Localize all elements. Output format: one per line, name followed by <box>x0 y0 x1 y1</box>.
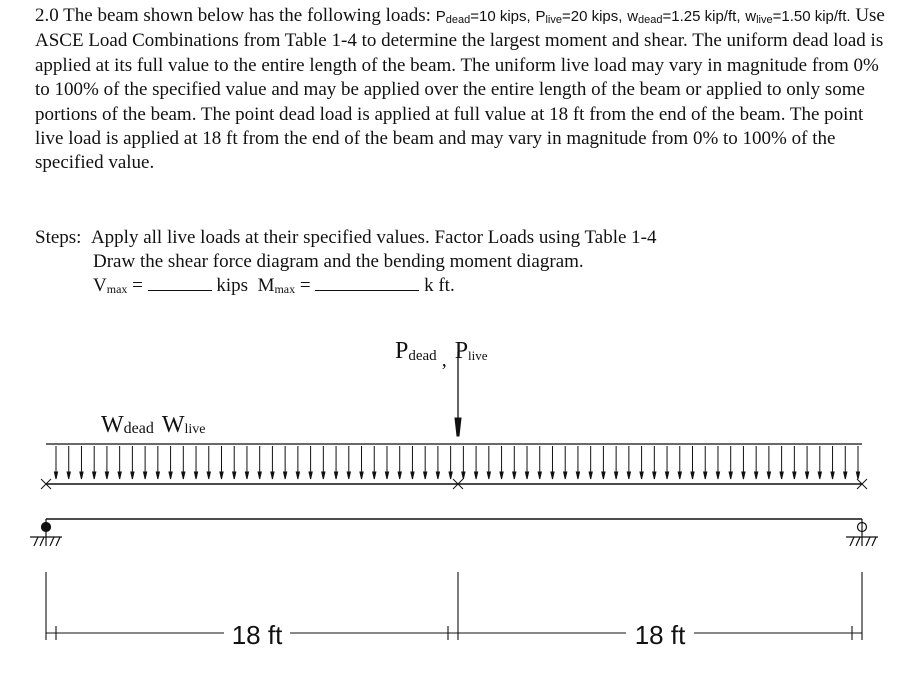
distributed-load-arrow-head <box>844 472 847 479</box>
vmax-unit: kips <box>216 275 249 296</box>
distributed-load-arrow-head <box>347 472 350 479</box>
distributed-load-arrow-head <box>653 472 656 479</box>
load-p-dead: $P_{dead}=10$ kips, <box>435 8 531 26</box>
distributed-load-label: Wdead Wlive <box>101 412 206 438</box>
distributed-load-arrow-head <box>449 472 452 479</box>
distributed-load-arrow-head <box>207 472 210 479</box>
distributed-load-arrow-head <box>169 472 172 479</box>
problem-statement <box>35 4 895 176</box>
problem-body: Use ASCE Load Combinations from Table 1-4 to determine the largest moment and shear. The uniform dead load is applied at its full value to the entire length of the beam. The uniform live load may vary in magnitude from 0% to 100% of the specified value and may be applied over the entire length of the beam or applied to only some portions of the beam. The point dead load is applied at full value at 18 ft from the end of the beam. The point live load is applied at 18 ft from the end of the beam and may vary in magnitude from 0% to 100% of the specified value. <box>35 5 885 174</box>
distributed-load-arrow-head <box>627 472 630 479</box>
problem-intro: The beam shown below has the following loads: <box>63 5 431 26</box>
distributed-load-arrow-head <box>93 472 96 479</box>
mmax-label: $M_{max}$ = <box>257 275 311 296</box>
distributed-load-arrow-head <box>322 472 325 479</box>
mmax-unit: k ft. <box>424 275 455 296</box>
distributed-load-arrow-head <box>602 472 605 479</box>
distributed-load-arrow-head <box>818 472 821 479</box>
load-w-dead: $w_{dead}=1.25$ kip/ft, <box>627 8 741 26</box>
distributed-load-arrow-head <box>564 472 567 479</box>
distributed-load-arrow-head <box>589 472 592 479</box>
distributed-load-arrow-head <box>118 472 121 479</box>
distributed-load-arrow-head <box>487 472 490 479</box>
load-p-live: $P_{live}=20$ kips, <box>535 8 623 26</box>
distributed-load-arrow-head <box>284 472 287 479</box>
distributed-load-arrow-head <box>615 472 618 479</box>
distributed-load-arrow-head <box>793 472 796 479</box>
distributed-load-arrow-head <box>576 472 579 479</box>
steps-label: Steps: <box>35 227 82 248</box>
distributed-load-arrow-head <box>360 472 363 479</box>
distributed-load-arrow-head <box>80 472 83 479</box>
distributed-load-arrow-head <box>665 472 668 479</box>
vmax-answer-blank[interactable] <box>148 276 212 291</box>
steps-section <box>35 226 657 298</box>
distributed-load-arrow-head <box>856 472 859 479</box>
problem-number: 2.0 <box>35 5 59 26</box>
distributed-load-arrow-head <box>678 472 681 479</box>
dimension-right-label: 18 ft <box>634 620 686 650</box>
answer-line <box>35 274 657 298</box>
distributed-load-arrow-head <box>373 472 376 479</box>
mmax-answer-blank[interactable] <box>315 276 419 291</box>
vmax-label: $V_{max}$ = <box>93 275 143 296</box>
dimension-lines <box>46 572 862 640</box>
distributed-load-arrow-head <box>411 472 414 479</box>
distributed-load-arrow-head <box>156 472 159 479</box>
distributed-load-arrow-head <box>54 472 57 479</box>
distributed-load-arrow-head <box>780 472 783 479</box>
distributed-load-arrows <box>54 446 859 479</box>
point-load-arrow-head <box>455 418 461 436</box>
distributed-load-arrow-head <box>398 472 401 479</box>
distributed-load-arrow-head <box>525 472 528 479</box>
distributed-load-arrow-head <box>233 472 236 479</box>
left-pin-support <box>30 519 62 546</box>
beam-diagram <box>0 330 902 684</box>
distributed-load-arrow-head <box>309 472 312 479</box>
step-1: Apply all live loads at their specified values. Factor Loads using Table 1-4 <box>90 227 657 248</box>
distributed-load-arrow-head <box>424 472 427 479</box>
distributed-load-arrow-head <box>755 472 758 479</box>
distributed-load-arrow-head <box>182 472 185 479</box>
distributed-load-arrow-head <box>271 472 274 479</box>
dimension-left-label: 18 ft <box>231 620 283 650</box>
load-w-live: $w_{live}=1.50$ kip/ft. <box>745 8 851 26</box>
step-2: Draw the shear force diagram and the bending moment diagram. <box>93 251 584 272</box>
distributed-load-arrow-head <box>67 472 70 479</box>
distributed-load-arrow-head <box>742 472 745 479</box>
distributed-load-arrow-head <box>704 472 707 479</box>
distributed-load-arrow-head <box>805 472 808 479</box>
distributed-load-arrow-head <box>500 472 503 479</box>
distributed-load-arrow-head <box>105 472 108 479</box>
distributed-load-arrow-head <box>385 472 388 479</box>
distributed-load-arrow-head <box>245 472 248 479</box>
distributed-load-arrow-head <box>551 472 554 479</box>
right-pin-support <box>846 519 878 546</box>
distributed-load-arrow-head <box>258 472 261 479</box>
point-load-label: Pdead $_,$ Plive <box>395 338 488 371</box>
distributed-load-arrow-head <box>831 472 834 479</box>
distributed-load-arrow-head <box>436 472 439 479</box>
distributed-load-arrow-head <box>194 472 197 479</box>
distributed-load-arrow-head <box>474 472 477 479</box>
distributed-load-arrow-head <box>716 472 719 479</box>
distributed-load-arrow-head <box>691 472 694 479</box>
distributed-load-arrow-head <box>513 472 516 479</box>
distributed-load-arrow-head <box>131 472 134 479</box>
distributed-load-arrow-head <box>538 472 541 479</box>
distributed-load-arrow-head <box>334 472 337 479</box>
distributed-load-arrow-head <box>767 472 770 479</box>
distributed-load-arrow-head <box>220 472 223 479</box>
distributed-load-arrow-head <box>729 472 732 479</box>
distributed-load-arrow-head <box>640 472 643 479</box>
distributed-load-arrow-head <box>296 472 299 479</box>
distributed-load-arrow-head <box>462 472 465 479</box>
distributed-load-arrow-head <box>144 472 147 479</box>
